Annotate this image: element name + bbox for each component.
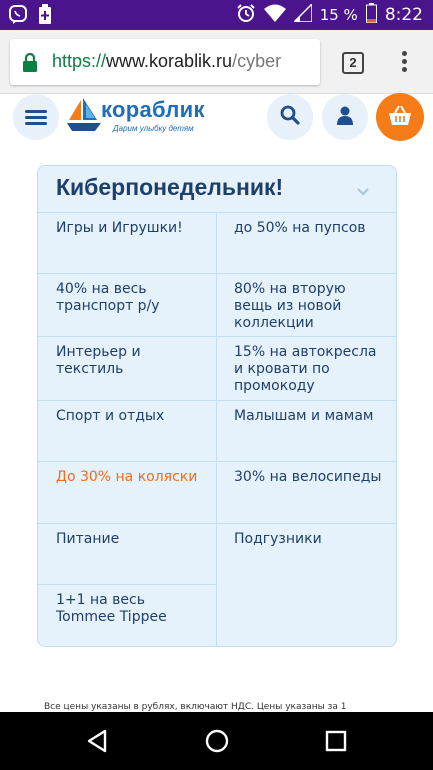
column-divider (216, 212, 217, 647)
promo-title: Киберпонедельник! (56, 174, 284, 200)
system-nav-bar (0, 712, 433, 770)
battery-percent: 15 % (319, 6, 358, 24)
url-text (52, 51, 281, 72)
promo-link-dolls[interactable]: до 50% на пупсов (234, 220, 366, 236)
account-button[interactable] (322, 94, 368, 140)
promo-link-tommee-tippee[interactable]: 1+1 на весь Tommee Tippee (56, 592, 167, 625)
promo-link-bicycles[interactable]: 30% на велосипеды (234, 469, 382, 485)
promo-link-food[interactable]: Питание (56, 531, 120, 547)
basket-button[interactable] (376, 93, 424, 141)
url-host: www.korablik.ru (106, 51, 233, 71)
logo-text: кораблик (101, 97, 205, 122)
url-scheme: https:// (52, 51, 107, 71)
lock-icon (22, 52, 38, 76)
overflow-menu-icon[interactable] (398, 51, 410, 77)
basket-icon (388, 104, 412, 130)
signal-icon (294, 4, 312, 26)
promo-link-toys[interactable]: Игры и Игрушки! (56, 220, 183, 236)
alarm-icon (236, 3, 256, 27)
viber-icon (8, 4, 28, 28)
search-icon (280, 105, 300, 129)
promo-link-strollers[interactable]: До 30% на коляски (56, 469, 198, 485)
browser-toolbar (0, 30, 433, 94)
back-icon[interactable] (82, 726, 112, 756)
menu-button[interactable] (13, 94, 59, 140)
site-logo[interactable] (67, 96, 217, 138)
battery-saver-icon (38, 4, 52, 28)
tab-switcher-button[interactable]: 2 (342, 52, 364, 74)
home-icon[interactable] (202, 726, 232, 756)
url-path: /cyber (232, 51, 282, 71)
ship-icon (67, 96, 103, 140)
menu-icon (25, 107, 47, 128)
battery-icon (366, 3, 377, 27)
site-header (0, 94, 433, 144)
logo-tagline: Дарим улыбку детям (113, 124, 194, 133)
promo-panel (37, 165, 397, 647)
search-button[interactable] (267, 94, 313, 140)
promo-link-car-seats[interactable]: 15% на автокресла и кровати по промокоду (234, 344, 377, 394)
wifi-icon (264, 4, 286, 26)
promo-link-kids-moms[interactable]: Малышам и мамам (234, 408, 374, 424)
address-bar[interactable] (10, 39, 320, 85)
user-icon (336, 105, 354, 129)
promo-link-interior[interactable]: Интерьер и текстиль (56, 344, 141, 377)
recents-icon[interactable] (321, 726, 351, 756)
clock: 8:22 (384, 5, 423, 25)
promo-empty-cell (216, 584, 397, 647)
promo-link-second-item[interactable]: 80% на вторую вещь из новой коллекции (234, 281, 346, 331)
promo-link-diapers[interactable]: Подгузники (234, 531, 322, 547)
promo-link-sport[interactable]: Спорт и отдых (56, 408, 165, 424)
status-bar (0, 0, 433, 30)
chevron-down-icon[interactable] (356, 182, 370, 201)
price-footnote: Все цены указаны в рублях, включают НДС. Цены указаны за 1 (44, 702, 347, 712)
promo-link-rc-transport[interactable]: 40% на весь транспорт р/у (56, 281, 160, 314)
